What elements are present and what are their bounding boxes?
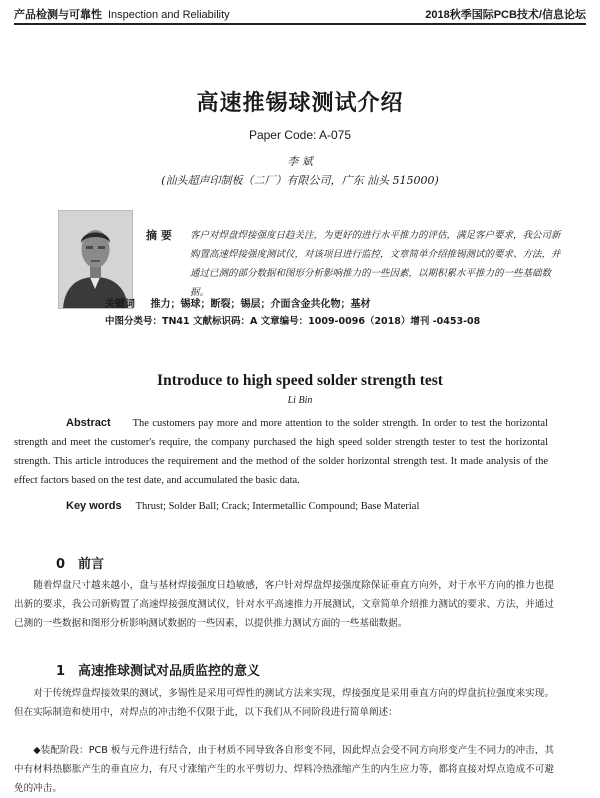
author-affiliation-cn: (汕头超声印制板（二厂）有限公司，广东 汕头 515000) — [161, 174, 439, 187]
author-name-en: Li Bin — [287, 395, 313, 406]
abstract-en-label: Abstract — [66, 417, 111, 429]
abstract-en-text: The customers pay more and more attention to the solder strength. In order to test the horizontal strength and meet the customer's require, the company purchased the high speed solder strength tester to test the horizontal strength. This article introduces the requirement and the method of the solder horizontal strength test. It made analysis of the effect factors based on the test date, and accumulated the basic data. — [14, 418, 548, 486]
keywords-cn — [105, 295, 575, 310]
paper-title-en: Introduce to high speed solder strength test — [157, 372, 443, 389]
section-0-title: 前言 — [78, 557, 105, 572]
classification-line: 中图分类号：TN41 文献标识码：A 文章编号：1009-0096（2018）增刊 -0453-08 — [105, 316, 481, 327]
paper-title-cn: 高速推锡球测试介绍 — [196, 91, 404, 116]
abstract-en — [14, 414, 548, 490]
paper-code: Paper Code: A-075 — [248, 128, 352, 142]
abstract-cn-text: 客户对焊盘焊接强度日趋关注，为更好的进行水平推力的评估，满足客户要求，我公司新购置高速焊接强度测试仪，对该项目进行监控，文章简单介绍推锡测试的要求、方法，并通过已测的部分数据和图形分析影响推力的一些因素，以期积累水平推力的一些基础数据。 — [190, 230, 561, 298]
keywords-en-text: Thrust; Solder Ball; Crack; Intermetallic Compound; Base Material — [135, 501, 420, 512]
section-1-paragraph-2: ◆装配阶段：PCB 板与元件进行结合，由于材质不同导致各自形变不同，因此焊点会受不同方向形变产生不同力的冲击，其中有材料热膨胀产生的垂直应力，有尺寸涨缩产生的水平剪切力、焊料冷热涨缩产生的内生应力等，都将直接对焊点造成不可避免的冲击。 — [14, 745, 554, 794]
section-1-heading — [56, 660, 260, 679]
abstract-cn — [146, 226, 566, 302]
section-1-number: 1 — [56, 664, 66, 679]
section-1-paragraph-1: 对于传统焊盘焊接效果的测试，多锡性是采用可焊性的测试方法来实现，焊接强度是采用垂直方向的焊盘抗拉强度来实现。但在实际制造和使用中，对焊点的冲击绝不仅限于此，以下我们从不同阶段进行简单阐述： — [14, 688, 554, 718]
header-left — [14, 6, 230, 22]
section-1-title: 高速推球测试对品质监控的意义 — [78, 664, 261, 679]
abstract-cn-label: 摘 要 — [146, 229, 172, 242]
keywords-en-label: Key words — [66, 500, 122, 512]
section-0-number: 0 — [56, 557, 66, 572]
running-header — [14, 6, 586, 22]
section-0-paragraph: 随着焊盘尺寸越来越小，盘与基材焊接强度日趋敏感，客户针对焊盘焊接强度除保证垂直方向外，对于水平方向的推力也提出新的要求，我公司新购置了高速焊接强度测试仪，针对水平高速推力开展测试，文章简单介绍推力测试的要求、方法，并通过已测的一些数据和图形分析影响测试数据的一些因素，以提供推力测试方面的一些基础数据。 — [14, 580, 554, 629]
keywords-cn-text: 推力；锡球；断裂；锡层；介面含金共化物；基材 — [150, 299, 371, 310]
header-left-en: Inspection and Reliability — [108, 9, 230, 21]
section-0-heading — [56, 553, 104, 572]
keywords-en — [66, 500, 566, 512]
keywords-cn-label: 关键词 — [105, 299, 135, 310]
header-divider — [14, 23, 586, 25]
header-right: 2018秋季国际PCB技术/信息论坛 — [425, 9, 586, 21]
author-name-cn: 李 斌 — [287, 155, 313, 168]
header-left-cn: 产品检测与可靠性 — [14, 9, 102, 21]
author-portrait-icon — [59, 211, 132, 308]
